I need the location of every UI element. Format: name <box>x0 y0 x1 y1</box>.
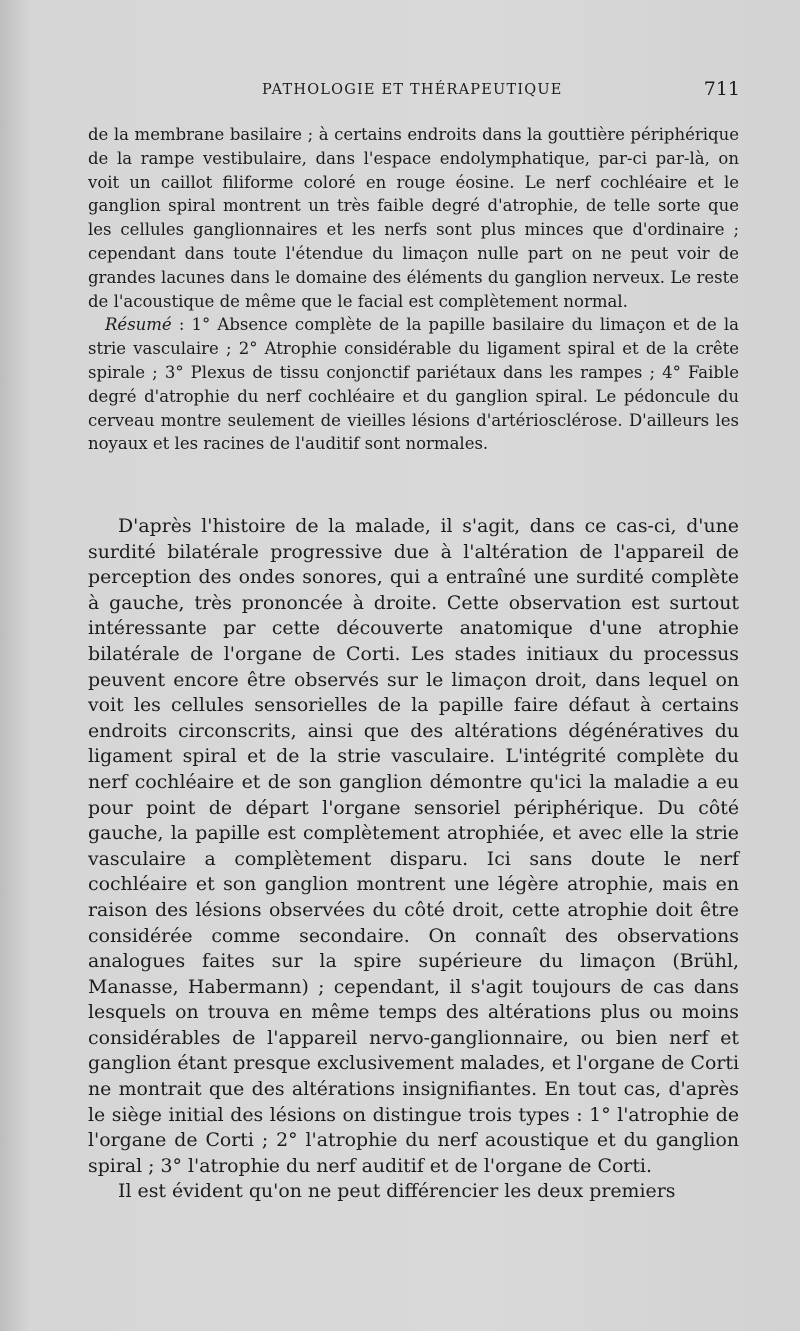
page-number: 711 <box>703 78 740 100</box>
running-title: PATHOLOGIE ET THÉRAPEUTIQUE <box>262 82 563 98</box>
case-report-block <box>88 123 739 456</box>
case-report-paragraph: de la membrane basilaire ; à certains endroits dans la gouttière périphérique de la rampe vestibulaire, dans l'espace endolymphatique, par-ci par-là, on voit un caillot filiforme coloré en rouge éosine. Le nerf cochléaire et le ganglion spiral montrent un très faible degré d'atrophie, de telle sorte que les cellules ganglionnaires et les nerfs sont plus minces que d'ordinaire ; cependant dans toute l'étendue du limaçon nulle part on ne peut voir de grandes lacunes dans le domaine des éléments du ganglion nerveux. Le reste de l'acoustique de même que le facial est complètement normal. <box>88 125 739 311</box>
discussion-paragraph-continued: Il est évident qu'on ne peut différencier les deux premiers <box>118 1180 676 1203</box>
page-header <box>262 78 740 102</box>
discussion-paragraph: D'après l'histoire de la malade, il s'agit, dans ce cas-ci, d'une surdité bilatérale progressive due à l'altération de l'appareil de perception des ondes sonores, qui a entraîné une surdité complète à gauche, très prononcée à droite. Cette observation est surtout intéressante par cette découverte anatomique d'une atrophie bilatérale de l'organe de Corti. Les stades initiaux du processus peuvent encore être observés sur le limaçon droit, dans lequel on voit les cellules sensorielles de la papille faire défaut à certains endroits circonscrits, ainsi que des altérations dégénératives du ligament spiral et de la strie vasculaire. L'intégrité complète du nerf cochléaire et de son ganglion démontre qu'ici la maladie a eu pour point de départ l'organe sensoriel périphérique. Du côté gauche, la papille est complètement atrophiée, et avec elle la strie vasculaire a complètement disparu. Ici sans doute le nerf cochléaire et son ganglion montrent une légère atrophie, mais en raison des lésions observées du côté droit, cette atrophie doit être considérée comme secondaire. On connaît des observations analogues faites sur la spire supérieure du limaçon (Brühl, Manasse, Habermann) ; cependant, il s'agit toujours de cas dans lesquels on trouva en même temps des altérations plus ou moins considérables de l'appareil nervo-ganglionnaire, ou bien nerf et ganglion étant presque exclusivement malades, et l'organe de Corti ne montrait que des altérations insignifiantes. En tout cas, d'après le siège initial des lésions on distingue trois types : 1° l'atrophie de l'organe de Corti ; 2° l'atrophie du nerf acoustique et du ganglion spiral ; 3° l'atrophie du nerf auditif et de l'organe de Corti. <box>88 515 739 1177</box>
summary-text: : 1° Absence complète de la papille basilaire du limaçon et de la strie vasculaire ; 2° Atrophie considérable du ligament spiral et de la crête spirale ; 3° Plexus de tissu conjonctif pariétaux dans les rampes ; 4° Faible degré d'atrophie du nerf cochléaire et du ganglion spiral. Le pédoncule du cerveau montre seulement de vieilles lésions d'artériosclérose. D'ailleurs les noyaux et les racines de l'auditif sont normales. <box>88 315 739 454</box>
summary-label: Résumé <box>105 315 172 335</box>
summary-paragraph <box>88 313 739 456</box>
discussion-block <box>88 514 739 1205</box>
